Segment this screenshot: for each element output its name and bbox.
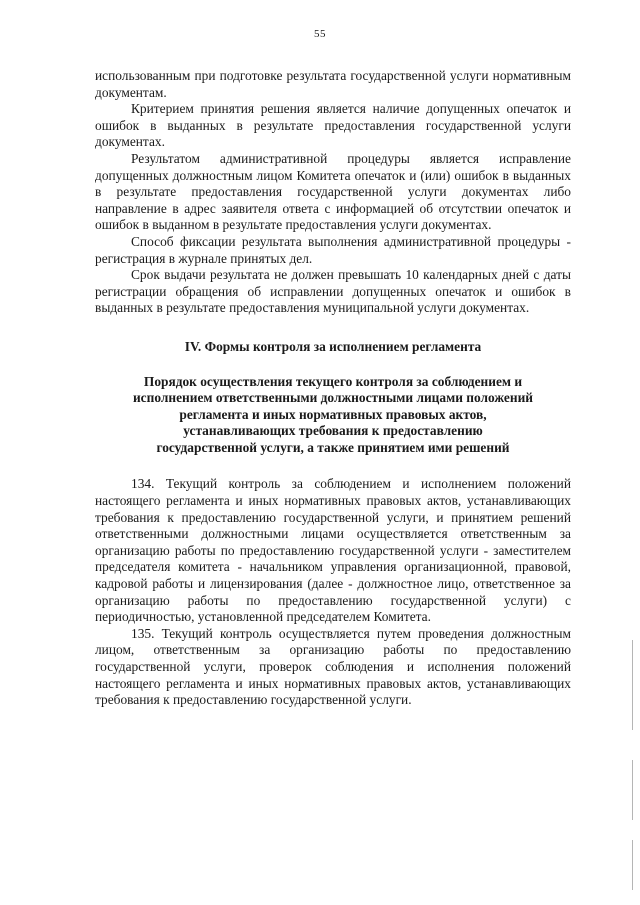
scan-edge-mark <box>632 640 633 730</box>
paragraph: Критерием принятия решения является наличие допущенных опечаток и ошибок в выданных в результате предоставления государственной услуги документах. <box>95 101 571 150</box>
paragraph: использованным при подготовке результата государственной услуги нормативным документам. <box>95 68 571 100</box>
heading-line: Порядок осуществления текущего контроля за соблюдением и <box>143 373 523 389</box>
heading-line: исполнением ответственными должностными лицами положений <box>132 390 534 406</box>
scan-edge-mark <box>632 840 633 890</box>
page-number: 55 <box>314 28 326 40</box>
subsection-heading <box>95 374 571 457</box>
paragraph: 135. Текущий контроль осуществляется путем проведения должностным лицом, ответственным за организацию работы по предоставлению государственной услуги, проверок соблюдения и исполнения положений настоящего регламента и иных нормативных правовых актов, устанавливающих требования к предоставлению государственной услуги. <box>95 625 571 708</box>
paragraph: Результатом административной процедуры является исправление допущенных должностным лицом Комитета опечаток и (или) ошибок в выданных в результате предоставления государственной услуги документах либо направление в адрес заявителя ответа с информацией об отсутствии опечаток и ошибок в выданном в результате предоставления услуги документах. <box>95 150 571 233</box>
section-heading: IV. Формы контроля за исполнением регламента <box>184 338 482 354</box>
heading-line: устанавливающих требования к предоставлению <box>183 423 483 439</box>
document-body <box>95 68 571 709</box>
paragraph: Срок выдачи результата не должен превышать 10 календарных дней с даты регистрации обращения об исправлении допущенных опечаток и ошибок в выданных в результате предоставления муниципальной услуги документах. <box>95 267 571 316</box>
heading-line: регламента и иных нормативных правовых актов, <box>179 406 487 422</box>
paragraph: 134. Текущий контроль за соблюдением и исполнением положений настоящего регламента и иных нормативных правовых актов, устанавливающих требования к предоставлению государственной услуги, и принятием решений ответственными должностными лицами осуществляется ответственным за организацию работы по предоставлению государственной услуги - заместителем председателя комитета - начальником управления организационной, правовой, кадровой работы и лицензирования (далее - должностное лицо, ответственное за организацию работы по предоставлению государственной услуги) с периодичностью, установленной председателем Комитета. <box>95 476 571 625</box>
heading-line: государственной услуги, а также принятием ими решений <box>156 439 510 455</box>
paragraph: Способ фиксации результата выполнения административной процедуры - регистрация в журнале принятых дел. <box>95 233 571 266</box>
scan-edge-mark <box>632 760 633 820</box>
